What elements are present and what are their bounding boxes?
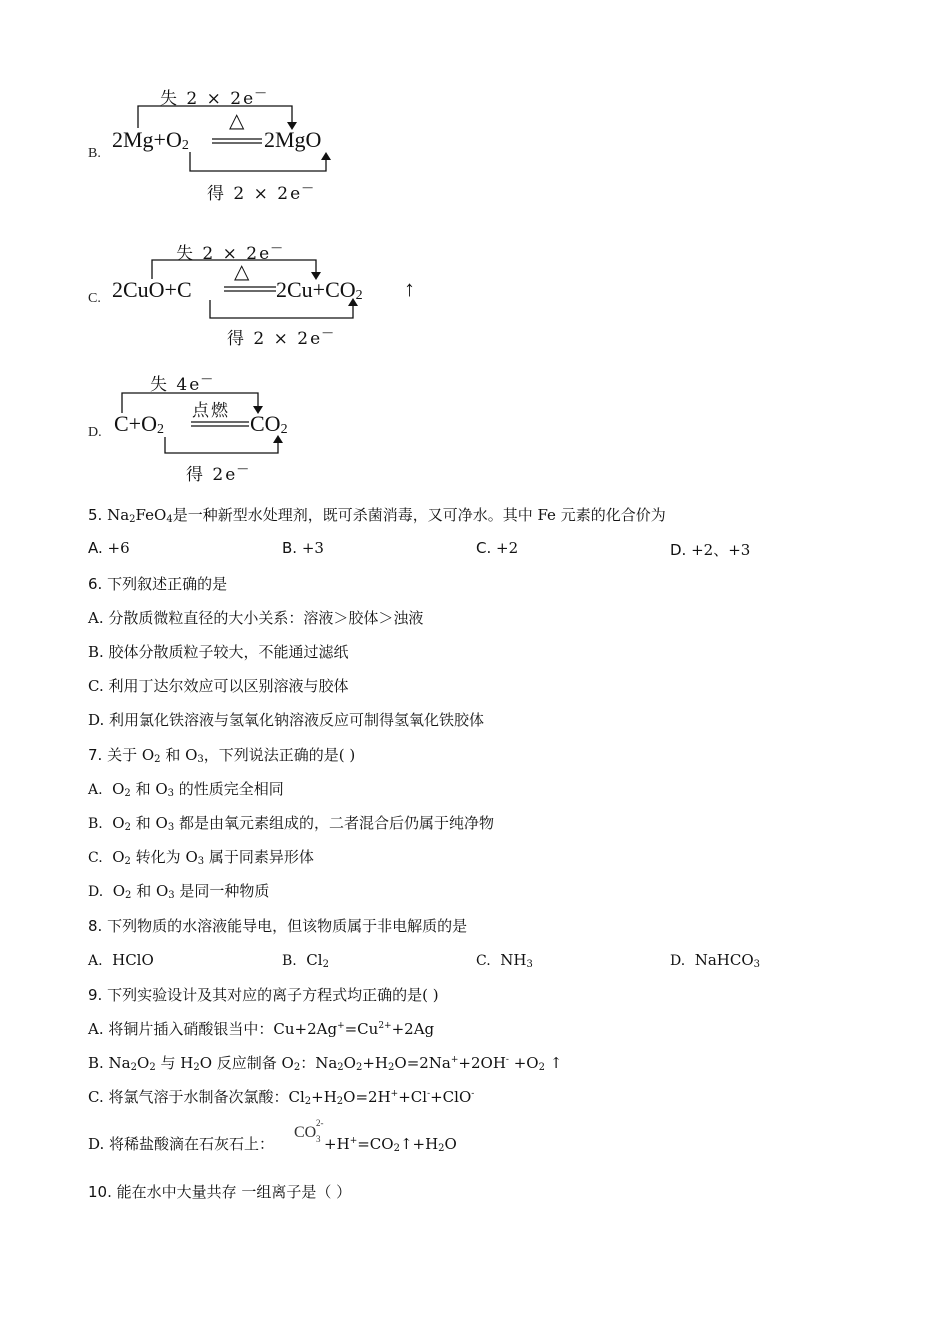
question-stem: 下列实验设计及其对应的离子方程式均正确的是( )	[107, 986, 439, 1004]
question-number: 8.	[88, 917, 103, 935]
question-7	[88, 745, 355, 765]
question-stem: $Na_2FeO_4$是一种新型水处理剂，既可杀菌消毒，又可净水。其中 Fe 元素的化合价为	[107, 506, 666, 525]
question-8	[88, 916, 467, 936]
question-5-options	[0, 539, 950, 561]
option-b[interactable]: B. $O_2$ 和 $O_3$ 都是由氧元素组成的，二者混合后仍属于纯净物	[88, 814, 494, 833]
option-letter: C.	[88, 291, 101, 306]
question-5	[88, 505, 666, 525]
option-a[interactable]: A. $O_2$ 和 $O_3$ 的性质完全相同	[88, 780, 284, 799]
condition-ignite: 点燃	[192, 401, 230, 421]
question-stem: 下列叙述正确的是	[107, 575, 228, 593]
question-number: 10.	[88, 1183, 112, 1201]
question-number: 7.	[88, 746, 103, 764]
electron-gain-label: 得 2 × 2e—	[207, 181, 316, 204]
option-a[interactable]: A. 将铜片插入硝酸银当中：$Cu+2Ag^+=Cu^{2+}+2Ag$	[88, 1020, 435, 1038]
question-9	[88, 985, 439, 1005]
option-c[interactable]: C. +2	[476, 539, 519, 557]
question-stem: 下列物质的水溶液能导电，但该物质属于非电解质的是	[107, 917, 468, 935]
electron-loss-label: 失 2 × 2e—	[160, 86, 269, 109]
option-c[interactable]: C. 将氯气溶于水制备次氯酸：$Cl_2+H_2O=2H^++Cl^-+ClO^-$	[88, 1088, 475, 1107]
question-stem: 关于 $O_2$ 和 $O_3$，下列说法正确的是( )	[107, 746, 356, 765]
equation-rhs: $2Cu+CO_2$	[276, 277, 363, 303]
question-number: 5.	[88, 506, 103, 524]
option-d[interactable]: D. +2、+3	[670, 541, 751, 559]
equation-lhs: $C+O_2$	[114, 411, 164, 437]
option-c[interactable]: C. 利用丁达尔效应可以区别溶液与胶体	[88, 677, 349, 695]
option-b[interactable]: B. $Na_2O_2$ 与 $H_2O$ 反应制备 $O_2$：$Na_2O_2+H_2O=2Na^++2OH^- +O_2$ ↑	[88, 1054, 563, 1073]
question-8-options	[0, 951, 950, 973]
equation-rhs: 2MgO	[264, 127, 322, 152]
heat-symbol: △	[229, 110, 245, 132]
question-number: 6.	[88, 575, 103, 593]
heat-symbol: △	[234, 261, 250, 283]
option-a[interactable]: A. +6	[88, 539, 130, 557]
option-letter: B.	[88, 146, 101, 161]
electron-loss-label: 失 4e—	[150, 372, 215, 395]
option-d[interactable]: D. 利用氯化铁溶液与氢氧化钠溶液反应可制得氢氧化铁胶体	[88, 711, 485, 729]
option-c[interactable]: C. $NH_3$	[476, 951, 533, 970]
electron-gain-label: 得 2e—	[186, 462, 251, 485]
option-b[interactable]: B. +3	[282, 539, 324, 557]
gas-arrow: ↑	[404, 276, 415, 301]
equation-lhs: 2CuO+C	[112, 277, 192, 302]
electron-gain-label: 得 2 × 2e—	[227, 326, 336, 349]
option-d[interactable]: D. $O_2$ 和 $O_3$ 是同一种物质	[88, 882, 270, 901]
equation-rhs: $CO_2$	[250, 411, 288, 437]
question-stem: 能在水中大量共存 一组离子是（ ）	[116, 1183, 352, 1201]
option-b[interactable]: B. 胶体分散质粒子较大，不能通过滤纸	[88, 643, 349, 661]
option-d[interactable]: D. 将稀盐酸滴在石灰石上： $+H^+=CO_2↑+H_2O$	[88, 1135, 457, 1154]
option-letter: D.	[88, 425, 102, 440]
electron-loss-label: 失 2 × 2e—	[176, 241, 285, 264]
option-a[interactable]: A. HClO	[88, 951, 154, 969]
option-d[interactable]: D. NaHCO$_3$	[670, 951, 761, 970]
carbonate-ion: CO 2- 3	[294, 1118, 324, 1144]
equation-lhs: $2Mg+O_2$	[112, 127, 189, 153]
question-10	[88, 1182, 351, 1202]
option-a[interactable]: A. 分散质微粒直径的大小关系：溶液＞胶体＞浊液	[88, 609, 424, 627]
question-number: 9.	[88, 986, 103, 1004]
option-b[interactable]: B. $Cl_2$	[282, 951, 329, 970]
electron-transfer-arrows	[0, 0, 350, 490]
option-c[interactable]: C. $O_2$ 转化为 $O_3$ 属于同素异形体	[88, 848, 314, 867]
question-6	[88, 574, 227, 594]
